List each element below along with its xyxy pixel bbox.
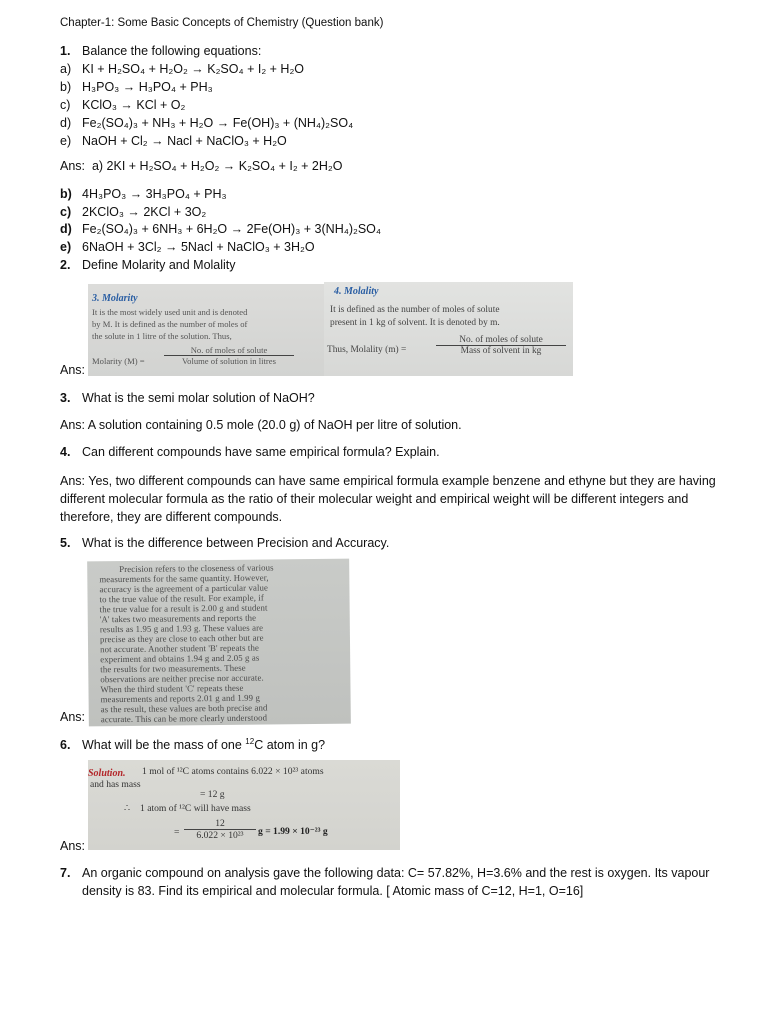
scan-line: not accurate. Another student 'B' repeats the bbox=[100, 642, 259, 655]
question-number: 7. bbox=[60, 866, 71, 880]
item-label: d) bbox=[60, 222, 72, 236]
scan-line: present in 1 kg of solvent. It is denoted by m. bbox=[330, 318, 500, 328]
scan-line: precise as they are close to each other but are bbox=[99, 632, 264, 645]
question-number: 1. bbox=[60, 44, 71, 58]
item-text: Fe₂(SO₄)₃ + NH₃ + H₂O → Fe(OH)₃ + (NH₄)₂SO₄ bbox=[82, 116, 354, 130]
scan-line: Precision refers to the closeness of various bbox=[119, 562, 274, 575]
fraction-numerator: No. of moles of solute bbox=[164, 345, 294, 356]
question-2 bbox=[60, 258, 236, 272]
scan-line: by M. It is defined as the number of moles of bbox=[92, 319, 248, 329]
item-text: 6NaOH + 3Cl₂ → 5Nacl + NaClO₃ + 3H₂O bbox=[82, 240, 315, 254]
answer-1a bbox=[60, 159, 342, 173]
item-text: Fe₂(SO₄)₃ + 6NH₃ + 6H₂O → 2Fe(OH)₃ + 3(NH₄)₂SO₄ bbox=[82, 222, 382, 236]
formula-fraction bbox=[184, 818, 256, 841]
question-text: Balance the following equations: bbox=[82, 44, 262, 58]
scan-line: as the result, these values are both precise and bbox=[100, 702, 268, 715]
page-title: Chapter-1: Some Basic Concepts of Chemistry (Question bank) bbox=[60, 17, 384, 29]
item-label: c) bbox=[60, 205, 72, 219]
question-1 bbox=[60, 44, 261, 58]
answer-item bbox=[60, 222, 381, 236]
scan-line: observations are neither precise nor accurate. bbox=[100, 672, 264, 685]
scan-line: the results for two measurements. These bbox=[100, 662, 246, 675]
item-label: b) bbox=[60, 80, 72, 94]
solution-label: Solution. bbox=[88, 768, 126, 779]
question-7-continued: density is 83. Find its empirical and molecular formula. [ Atomic mass of C=12, H=1, O=16] bbox=[82, 884, 584, 898]
item-text: 2KClO₃ → 2KCl + 3O₂ bbox=[82, 205, 207, 219]
fraction-numerator: No. of moles of solute bbox=[436, 335, 566, 346]
question-6 bbox=[60, 737, 325, 752]
equation-item bbox=[60, 62, 304, 76]
formula-lhs: Thus, Molality (m) = bbox=[327, 345, 407, 355]
question-number: 5. bbox=[60, 536, 71, 550]
item-text: 4H₃PO₃ → 3H₃PO₄ + PH₃ bbox=[82, 187, 227, 201]
answer-label: Ans: bbox=[60, 839, 86, 853]
question-number: 3. bbox=[60, 391, 71, 405]
scan-line: results as 1.95 g and 1.93 g. These values are bbox=[99, 622, 264, 635]
question-text: What will be the mass of one bbox=[82, 738, 246, 753]
scan-line: 1 mol of ¹²C atoms contains 6.022 × 10²³ atoms bbox=[142, 766, 324, 777]
item-label: b) bbox=[60, 187, 72, 201]
molarity-scan-image bbox=[88, 284, 324, 376]
formula-lhs: Molarity (M) = bbox=[92, 356, 145, 366]
item-label: d) bbox=[60, 116, 72, 130]
question-text: What is the difference between Precision and Accuracy. bbox=[82, 536, 390, 550]
solution-scan-image bbox=[88, 760, 400, 850]
answer-4: Ans: Yes, two different compounds can have same empirical formula example benzene and ethyne but they are having different molecular formula as the ratio of their molecular weight and empirical weight will be different integers and therefore, they are different compounds. bbox=[60, 474, 716, 524]
item-label: c) bbox=[60, 98, 71, 112]
question-5 bbox=[60, 536, 389, 550]
scan-heading: 4. Molality bbox=[334, 286, 379, 297]
precision-accuracy-scan-image bbox=[87, 559, 351, 727]
scan-line: measurements for the same quantity. However, bbox=[99, 572, 269, 585]
formula-fraction bbox=[436, 335, 566, 356]
item-label: e) bbox=[60, 134, 72, 148]
fraction-denominator: Volume of solution in litres bbox=[182, 356, 276, 366]
question-number: 2. bbox=[60, 258, 71, 272]
scan-line: accuracy is the agreement of a particular value bbox=[99, 582, 269, 595]
question-text: Can different compounds have same empirical formula? Explain. bbox=[82, 445, 440, 459]
question-number: 6. bbox=[60, 738, 71, 753]
question-text: C atom in g? bbox=[254, 738, 326, 753]
fraction-denominator: Mass of solvent in kg bbox=[460, 346, 542, 356]
answer-item bbox=[60, 187, 227, 201]
scan-line: 1 atom of ¹²C will have mass bbox=[140, 803, 251, 814]
question-3 bbox=[60, 391, 315, 405]
fraction-numerator: 12 bbox=[184, 818, 256, 830]
question-text: What is the semi molar solution of NaOH? bbox=[82, 391, 315, 405]
question-4 bbox=[60, 445, 440, 459]
scan-line: to the true value of the result. For example, if bbox=[99, 592, 264, 605]
equation-item bbox=[60, 116, 353, 130]
answer-item bbox=[60, 240, 315, 254]
item-text: H₃PO₃ → H₃PO₄ + PH₃ bbox=[82, 80, 213, 94]
item-text: KI + H₂SO₄ + H₂O₂ → K₂SO₄ + I₂ + H₂O bbox=[82, 62, 305, 76]
result-value: g = 1.99 × 10⁻²³ g bbox=[258, 826, 328, 837]
item-text: NaOH + Cl₂ → Nacl + NaClO₃ + H₂O bbox=[82, 134, 287, 148]
scan-line: and has mass bbox=[90, 779, 141, 790]
formula-fraction bbox=[164, 345, 294, 366]
fraction-denominator: 6.022 × 10²³ bbox=[196, 830, 244, 841]
answer-label: Ans: a) bbox=[60, 159, 107, 173]
scan-line: 'A' takes two measurements and reports the bbox=[99, 612, 257, 625]
question-text: An organic compound on analysis gave the following data: C= 57.82%, H=3.6% and the rest is oxygen. Its vapour bbox=[82, 866, 710, 880]
answer-3: Ans: A solution containing 0.5 mole (20.0 g) of NaOH per litre of solution. bbox=[60, 418, 462, 432]
scan-line: = 12 g bbox=[200, 789, 225, 800]
question-text: Define Molarity and Molality bbox=[82, 258, 236, 272]
equals-sign: = bbox=[174, 827, 180, 838]
item-label: e) bbox=[60, 240, 72, 254]
answer-text: 2KI + H₂SO₄ + H₂O₂ → K₂SO₄ + I₂ + 2H₂O bbox=[106, 159, 343, 173]
scan-line: accurate. This can be more clearly understood bbox=[100, 712, 268, 725]
equation-item bbox=[60, 80, 213, 94]
scan-line: measurements and reports 2.01 g and 1.99 g bbox=[100, 692, 260, 705]
item-label: a) bbox=[60, 62, 72, 76]
superscript: 12 bbox=[245, 737, 255, 746]
item-text: KClO₃ → KCl + O₂ bbox=[82, 98, 186, 112]
scan-line: the true value for a result is 2.00 g and student bbox=[99, 602, 268, 615]
scan-line: experiment and obtains 1.94 g and 2.05 g as bbox=[100, 652, 260, 665]
answer-label: Ans: bbox=[60, 710, 86, 724]
answer-label: Ans: bbox=[60, 363, 86, 377]
therefore-symbol: ∴ bbox=[124, 803, 131, 814]
scan-line: When the third student 'C' repeats these bbox=[100, 682, 244, 695]
equation-item bbox=[60, 134, 287, 148]
equation-item bbox=[60, 98, 185, 112]
question-7 bbox=[60, 866, 709, 880]
answer-item bbox=[60, 205, 206, 219]
scan-line: the solute in 1 litre of the solution. Thus, bbox=[92, 331, 232, 341]
scan-line: It is defined as the number of moles of solute bbox=[330, 305, 500, 315]
scan-line: It is the most widely used unit and is denoted bbox=[92, 307, 248, 317]
question-number: 4. bbox=[60, 445, 71, 459]
scan-heading: 3. Molarity bbox=[92, 293, 138, 304]
molality-scan-image bbox=[324, 282, 573, 376]
